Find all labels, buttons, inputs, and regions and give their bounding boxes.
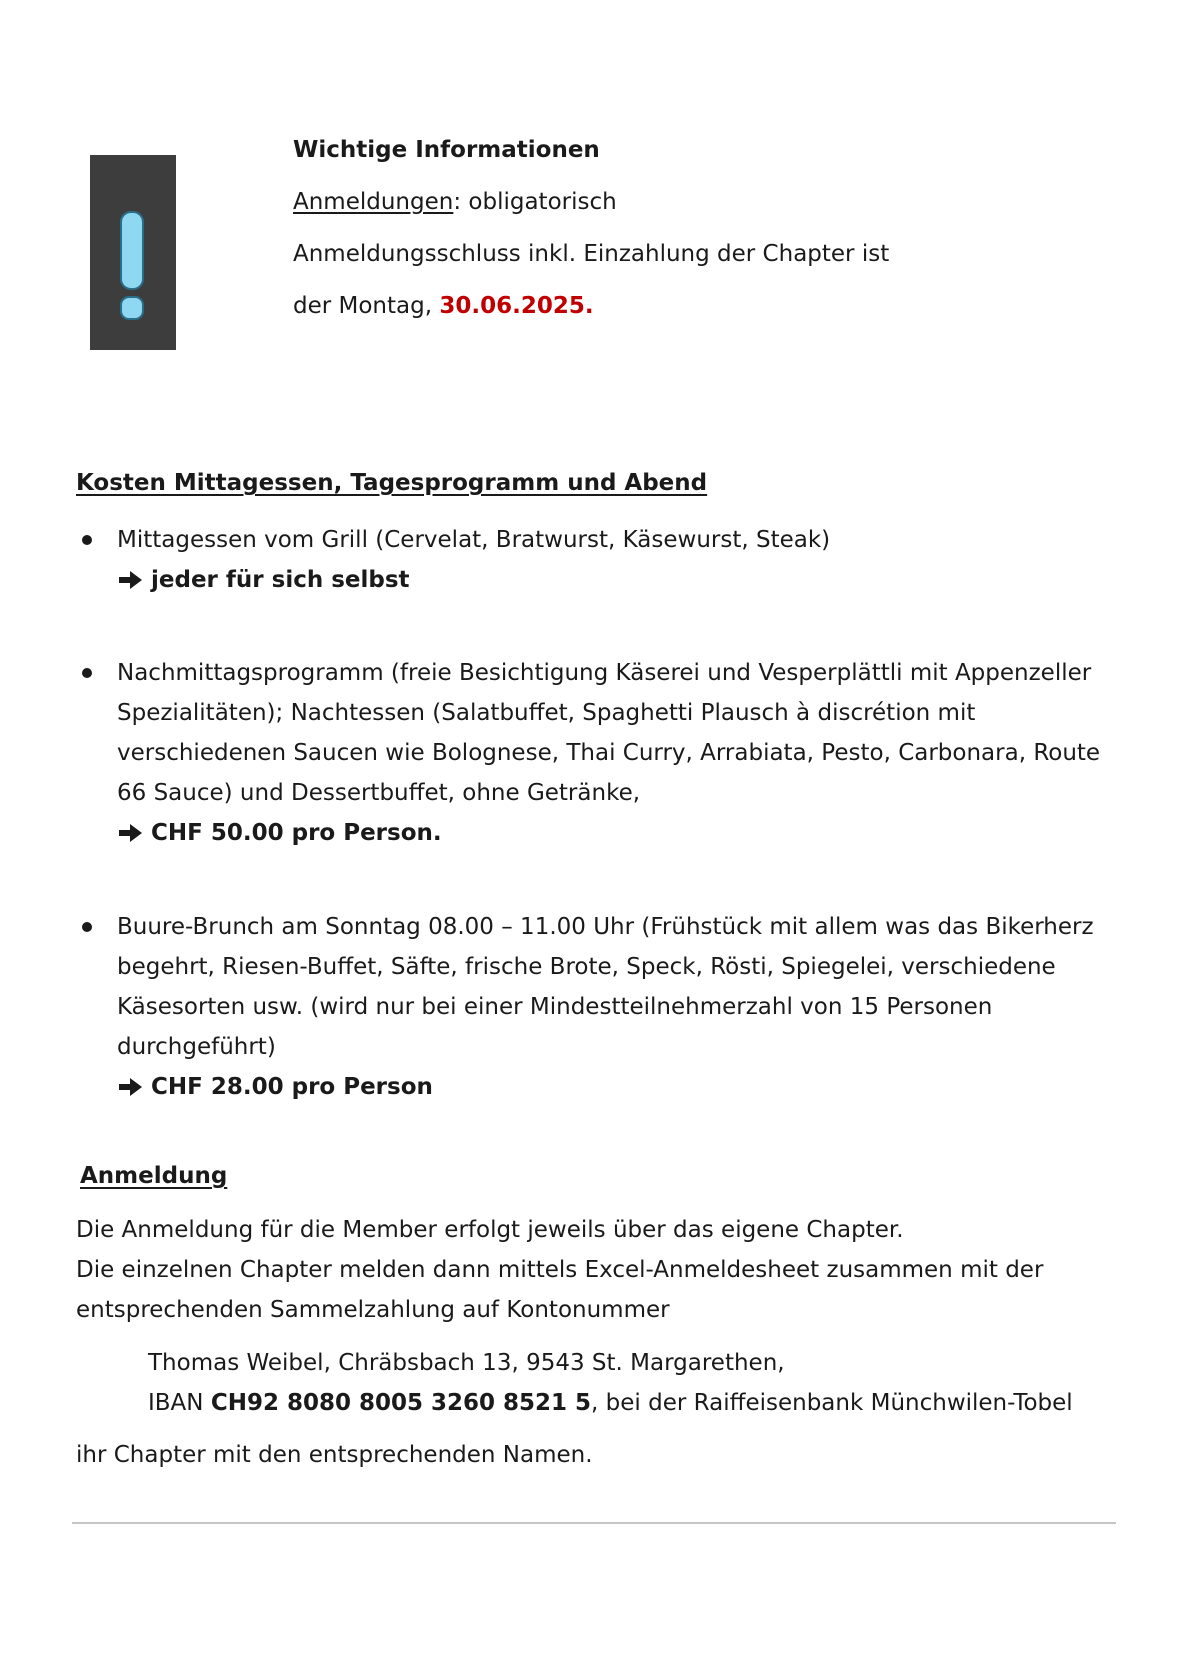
deadline-date-line xyxy=(293,286,1093,338)
payment-details xyxy=(148,1343,1073,1423)
exclamation-icon xyxy=(90,155,176,350)
notice-box xyxy=(90,155,176,350)
costs-item-2 xyxy=(76,653,1116,853)
arrow-right-icon xyxy=(117,1077,143,1097)
bullet-icon xyxy=(82,922,92,932)
registration-text xyxy=(76,1210,1136,1330)
registration-value: : obligatorisch xyxy=(453,189,617,215)
info-title: Wichtige Informationen xyxy=(293,137,600,163)
registration-requirement xyxy=(293,182,1093,234)
registration-heading: Anmeldung xyxy=(80,1163,228,1189)
item-text: Nachmittagsprogramm (freie Besichtigung Käserei und Vesperplättli mit Appenzeller Spezialitäten); Nachtessen (Salatbuffet, Spaghetti Plausch à discrétion mit verschiedenen Saucen wie Bolognese, Thai Curry, Arrabiata, Pesto, Carbonara, Route 66 Sauce) und Dessertbuffet, ohne Getränke, xyxy=(117,660,1101,806)
list-item xyxy=(76,907,1116,1107)
bank-name: , bei der Raiffeisenbank Münchwilen-Tobel xyxy=(591,1390,1073,1416)
bullet-icon xyxy=(82,668,92,678)
item-text: Mittagessen vom Grill (Cervelat, Bratwurst, Käsewurst, Steak) xyxy=(117,527,831,553)
item-result: CHF 50.00 pro Person. xyxy=(117,813,1116,853)
costs-item-3 xyxy=(76,907,1116,1107)
deadline-line: Anmeldungsschluss inkl. Einzahlung der Chapter ist xyxy=(293,241,890,267)
deadline-date: 30.06.2025. xyxy=(439,293,594,319)
deadline-prefix: der Montag, xyxy=(293,293,440,319)
iban-line xyxy=(148,1383,1073,1423)
item-result: jeder für sich selbst xyxy=(117,560,1116,600)
item-text: Buure-Brunch am Sonntag 08.00 – 11.00 Uhr (Frühstück mit allem was das Bikerherz begehrt, Riesen-Buffet, Säfte, frische Brote, Speck, Rösti, Spiegelei, verschiedene Käsesorten usw. (wird nur bei einer Mindestteilnehmerzahl von 15 Personen durchgeführt) xyxy=(117,914,1094,1060)
important-info xyxy=(293,130,1093,338)
list-item xyxy=(76,653,1116,853)
divider xyxy=(72,1522,1116,1524)
arrow-right-icon xyxy=(117,823,143,843)
iban-label: IBAN xyxy=(148,1390,211,1416)
registration-line-1: Die Anmeldung für die Member erfolgt jeweils über das eigene Chapter. xyxy=(76,1217,904,1243)
payee-address: Thomas Weibel, Chräbsbach 13, 9543 St. Margarethen, xyxy=(148,1350,785,1376)
registration-line-2: Die einzelnen Chapter melden dann mittels Excel-Anmeldesheet zusammen mit der entsprechenden Sammelzahlung auf Kontonummer xyxy=(76,1257,1044,1323)
registration-label: Anmeldungen xyxy=(293,189,454,215)
registration-closing: ihr Chapter mit den entsprechenden Namen. xyxy=(76,1442,593,1468)
costs-heading: Kosten Mittagessen, Tagesprogramm und Abend xyxy=(76,470,708,496)
costs-item-1 xyxy=(76,520,1116,600)
item-result: CHF 28.00 pro Person xyxy=(117,1067,1116,1107)
iban-number: CH92 8080 8005 3260 8521 5 xyxy=(210,1390,592,1416)
bullet-icon xyxy=(82,535,92,545)
arrow-right-icon xyxy=(117,570,143,590)
list-item xyxy=(76,520,1116,600)
